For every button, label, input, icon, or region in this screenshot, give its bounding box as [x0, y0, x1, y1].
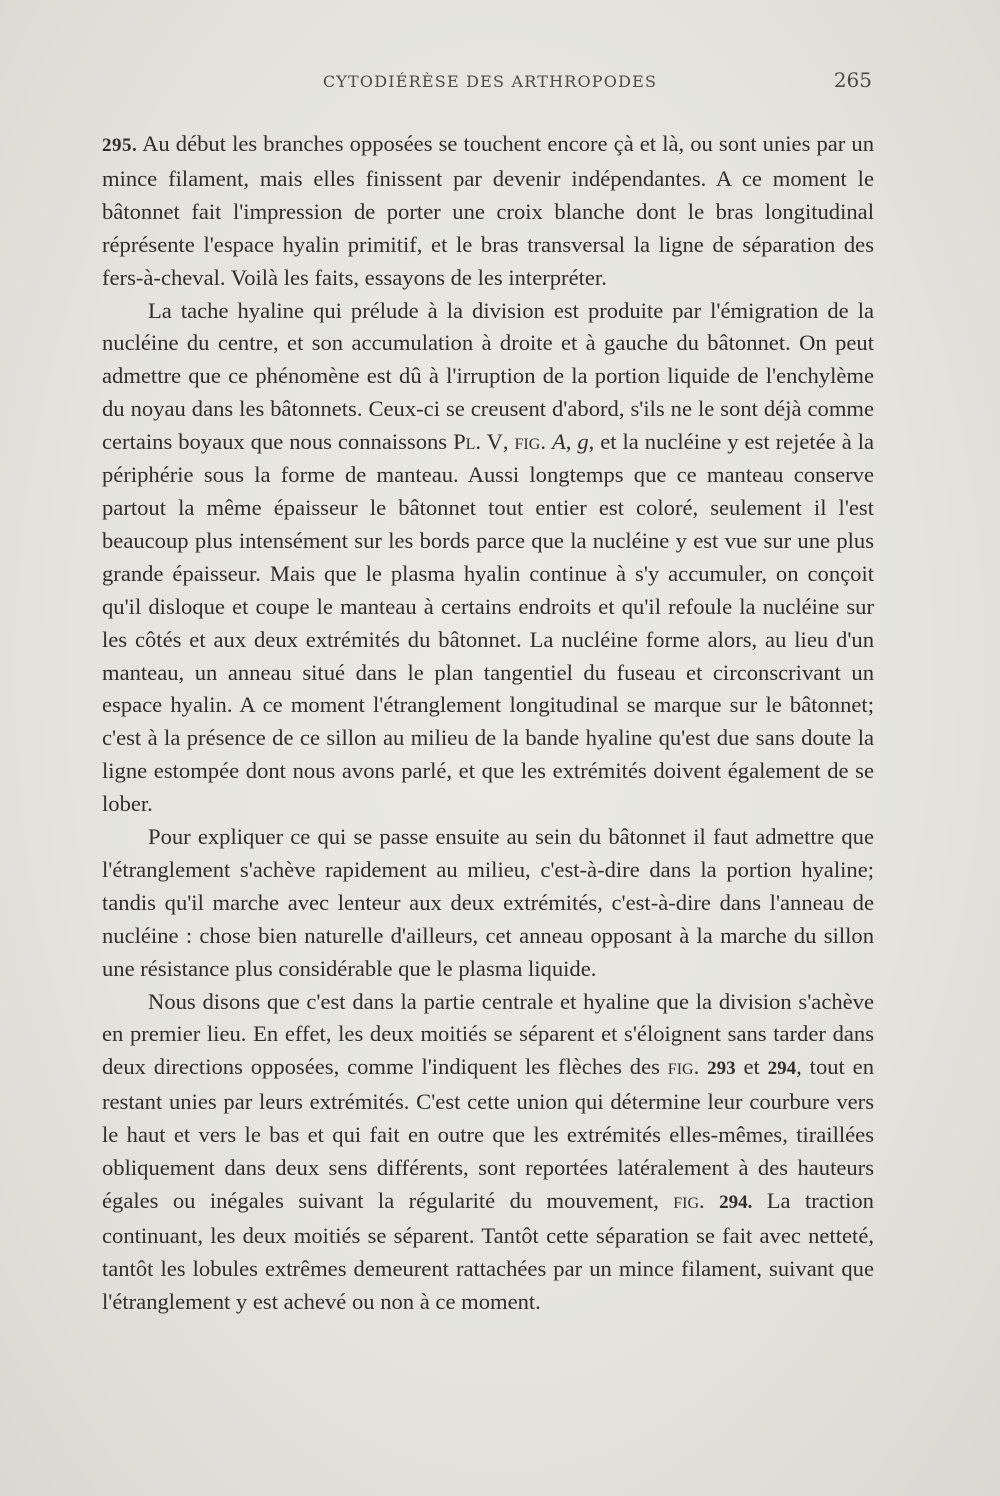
running-title: CYTODIÉRÈSE DES ARTHROPODES [322, 72, 658, 91]
paragraph-text: La tache hyaline qui prélude à la division est produite par l'émigration de la nucléine du centre, et son accumulation à droite et à gauche du bâtonnet. On peut admettre que ce phénomène est dû à l'irruption de la portion liquide de l'enchylème du noyau dans les bâtonnets. Ceux-ci se creusent d'abord, s'ils ne le sont déjà comme certains boyaux que nous connaissons [102, 297, 874, 455]
plate-reference: Pl. V [453, 429, 503, 455]
paragraph-text [699, 1054, 707, 1079]
paragraph-text: La traction continuant, les deux moitiés se séparent. Tantôt cette séparation se fait avec netteté, tantôt les lobules extrêmes demeurent rattachées par un mince filament, suivant que l'étranglement y est achevé ou non à ce moment. [102, 1188, 874, 1314]
paragraph-text: Au début les branches opposées se touchent encore çà et là, ou sont unies par un mince filament, mais elles finissent par devenir indépendantes. A ce moment le bâtonnet fait l'impression de porter une croix blanche dont le bras longitudinal réprésente l'espace hyalin primitif, et le bras transversal la ligne de séparation des fers-à-cheval. Voilà les faits, essayons de les interpréter. [102, 131, 874, 290]
figure-reference: fig. [514, 429, 546, 455]
paragraph-text [705, 1188, 719, 1213]
figure-reference: fig. [673, 1188, 705, 1213]
paragraph-pour-expliquer [102, 821, 874, 986]
paragraph-number: 295. [102, 135, 138, 156]
figure-number: 294 [767, 1058, 797, 1080]
paragraph-text: , et la nucléine y est rejetée à la périphérie sous la forme de manteau. Aussi longtemps que ce manteau conserve partout la même épaisseur le bâtonnet tout entier est coloré, seulement il l'est beaucoup plus intensément sur les bords parce que la nucléine y est vue sur une plus grande épaisseur. Mais que le plasma hyalin continue à s'y accumuler, on conçoit qu'il disloque et coupe le manteau à certains endroits et qu'il refoule la nucléine sur les côtés et aux deux extrémités du bâtonnet. La nucléine forme alors, au lieu d'un manteau, un anneau situé dans le plan tangentiel du fuseau et circonscrivant un espace hyalin. A ce moment l'étranglement longitudinal se marque sur le bâtonnet; c'est à la présence de ce sillon au milieu de la bande hyaline qu'est due sans doute la ligne estompée dont nous avons parlé, et que les extrémités doivent également de se lober. [102, 429, 875, 817]
paragraph-tache-hyaline [102, 295, 874, 822]
figure-letter: A [551, 429, 566, 455]
paragraph-text: , [502, 429, 515, 455]
page-header [100, 66, 880, 96]
figure-reference: fig. [667, 1054, 700, 1080]
paragraph-text: et [735, 1054, 768, 1080]
figure-number: 294. [719, 1192, 753, 1213]
paragraph-295 [102, 128, 874, 295]
paragraph-text: Nous disons que c'est dans la partie centrale et hyaline que la division s'achève en premier lieu. En effet, les deux moitiés se séparent et s'éloignent sans tarder dans deux directions opposées, comme l'indiquent les flèches des [102, 988, 874, 1080]
figure-number: 293 [707, 1058, 736, 1080]
paragraph-nous-disons [102, 986, 874, 1319]
body-text [102, 128, 874, 1319]
paragraph-text: , tout en restant unies par leurs extrémités. C'est cette union qui détermine leur courbure vers le haut et vers le bas et qui fait en outre que les extrémités elles-mêmes, tiraillées obliquement dans deux sens différents, sont reportées latéralement à des hauteurs égales ou inégales suivant la régularité du mouvement, [102, 1054, 875, 1213]
paragraph-text: , [565, 429, 578, 455]
figure-letter: g [577, 429, 589, 455]
page-number: 265 [833, 68, 872, 92]
paragraph-text: Pour expliquer ce qui se passe ensuite au sein du bâtonnet il faut admettre que l'étranglement s'achève rapidement au milieu, c'est-à-dire dans la portion hyaline; tandis qu'il marche avec lenteur aux deux extrémités, c'est-à-dire dans l'anneau de nucléine : chose bien naturelle d'ailleurs, cet anneau opposant à la marche du sillon une résistance plus considérable que le plasma liquide. [102, 824, 874, 981]
